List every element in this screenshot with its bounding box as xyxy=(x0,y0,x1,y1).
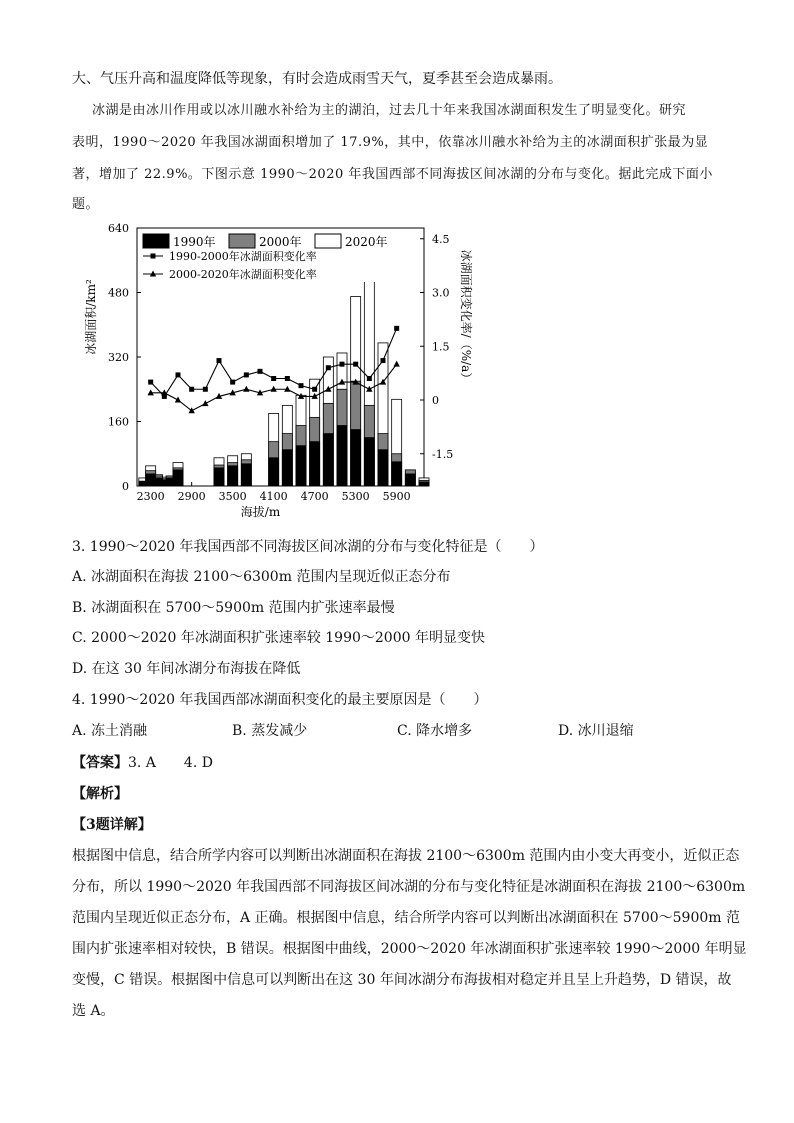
x-tick-label: 5300 xyxy=(341,490,370,503)
bar-1990 xyxy=(228,466,238,486)
bar-1990 xyxy=(241,464,251,486)
marker-square xyxy=(244,372,249,377)
bar-1990 xyxy=(419,482,429,486)
bar-1990 xyxy=(364,438,374,486)
q4-option-c: C. 降水增多 xyxy=(397,723,473,739)
y-tick-label: 640 xyxy=(108,222,129,235)
x-tick-label: 3500 xyxy=(218,490,247,503)
x-tick-label: 4700 xyxy=(300,490,329,503)
detail-title: 【3题详解】 xyxy=(72,817,152,833)
marker-square xyxy=(176,372,181,377)
y-tick-label: 320 xyxy=(108,351,129,364)
answer-label: 【答案】 xyxy=(72,755,128,771)
legend-swatch-1990 xyxy=(143,234,169,248)
marker-triangle xyxy=(202,400,208,406)
marker-square xyxy=(326,365,331,370)
q4-options xyxy=(72,716,722,746)
bar-1990 xyxy=(173,470,183,486)
y2-axis-title: 冰湖面积变化率/（%/a） xyxy=(459,249,473,385)
glacier-lake-chart xyxy=(72,220,492,525)
y2-tick-label: 3.0 xyxy=(432,286,450,300)
x-tick-label: 2300 xyxy=(136,490,165,503)
bar-1990 xyxy=(296,446,306,486)
marker-square xyxy=(381,358,386,363)
marker-triangle xyxy=(175,397,181,403)
bar-1990 xyxy=(392,462,402,486)
q3-option-c: C. 2000～2020 年冰湖面积扩张速率较 1990～2000 年明显变快 xyxy=(72,630,485,646)
y2-tick-label: 4.5 xyxy=(432,232,450,246)
x-tick-label: 2900 xyxy=(177,490,206,503)
bar-1990 xyxy=(214,468,224,486)
text-line-1: 大、气压升高和温度降低等现象，有时会造成雨雪天气，夏季甚至会造成暴雨。 xyxy=(72,71,562,87)
marker-square xyxy=(230,380,235,385)
marker-square xyxy=(312,387,317,392)
analysis-label: 【解析】 xyxy=(72,786,128,802)
legend-label-1990: 1990年 xyxy=(173,235,216,249)
y-axis-title: 冰湖面积/km² xyxy=(84,279,98,355)
q3-option-d: D. 在这 30 年间冰湖分布海拔在降低 xyxy=(72,661,301,677)
marker-square xyxy=(189,387,194,392)
marker-square xyxy=(353,362,358,367)
marker-square xyxy=(340,362,345,367)
detail-line-2: 分布，所以 1990～2020 年我国西部不同海拔区间冰湖的分布与变化特征是冰湖面积在海拔 2100～6300m xyxy=(72,879,746,895)
q4-option-b: B. 蒸发减少 xyxy=(232,723,308,739)
marker-square xyxy=(394,326,399,331)
detail-line-1: 根据图中信息，结合所学内容可以判断出冰湖面积在海拔 2100～6300m 范围内由小变大再变小，近似正态 xyxy=(72,848,740,864)
q3-option-b: B. 冰湖面积在 5700～5900m 范围内扩张速率最慢 xyxy=(72,600,395,616)
y-tick-label: 160 xyxy=(108,415,129,429)
x-tick-label: 4100 xyxy=(259,490,288,503)
q3-option-a: A. 冰湖面积在海拔 2100～6300m 范围内呈现近似正态分布 xyxy=(72,569,451,585)
bar-1990 xyxy=(310,442,320,486)
marker-square xyxy=(203,387,208,392)
answer-line xyxy=(72,748,722,778)
intro-line-3: 著，增加了 22.9%。下图示意 1990～2020 年我国西部不同海拔区间冰湖的分布与变化。据此完成下面小 xyxy=(72,167,713,182)
legend-label-2000: 2000年 xyxy=(259,235,302,249)
legend-label-2020: 2020年 xyxy=(345,235,388,249)
intro-line-4: 题。 xyxy=(72,197,100,212)
x-tick-label: 5900 xyxy=(382,490,411,503)
bar-1990 xyxy=(378,450,388,486)
marker-square xyxy=(299,383,304,388)
q3-stem: 3. 1990～2020 年我国西部不同海拔区间冰湖的分布与变化特征是（ ） xyxy=(72,539,544,555)
legend-label-line-2: 2000-2020年冰湖面积变化率 xyxy=(169,268,317,281)
y2-tick-label: 1.5 xyxy=(432,340,450,354)
marker-square xyxy=(271,376,276,381)
legend-label-line-1: 1990-2000年冰湖面积变化率 xyxy=(169,250,317,263)
bar-1990 xyxy=(269,458,279,486)
marker-triangle xyxy=(243,386,249,392)
marker-triangle xyxy=(188,407,194,413)
q4-option-d: D. 冰川退缩 xyxy=(558,723,634,739)
bar-1990 xyxy=(337,426,347,486)
bar-1990 xyxy=(405,474,415,486)
bar-1990 xyxy=(323,434,333,486)
bar-1990 xyxy=(282,450,292,486)
marker-square xyxy=(367,376,372,381)
q4-stem: 4. 1990～2020 年我国西部冰湖面积变化的最主要原因是（ ） xyxy=(72,692,488,708)
intro-line-1: 冰湖是由冰川作用或以冰川融水补给为主的湖泊，过去几十年来我国冰湖面积发生了明显变化。研究 xyxy=(92,103,687,118)
x-axis-title: 海拔/m xyxy=(240,505,281,519)
detail-line-3: 范围内呈现近似正态分布，A 正确。根据图中信息，结合所学内容可以判断出冰湖面积在 5700～5900m 范 xyxy=(72,910,740,926)
detail-line-5: 变慢，C 错误。根据图中信息可以判断出在这 30 年间冰湖分布海拔相对稳定并且呈上升趋势，D 错误，故 xyxy=(72,972,732,988)
marker-triangle xyxy=(393,361,399,367)
detail-line-6: 选 A。 xyxy=(72,1003,115,1019)
marker-square xyxy=(217,358,222,363)
y-tick-label: 0 xyxy=(122,480,129,493)
y2-tick-label: 0 xyxy=(432,394,439,407)
answer-text: 3. A 4. D xyxy=(128,755,213,771)
intro-line-2: 表明，1990～2020 年我国冰湖面积增加了 17.9%，其中，依靠冰川融水补给为主的冰湖面积扩张最为显 xyxy=(72,135,709,150)
legend-swatch-2000 xyxy=(229,234,255,248)
bar-1990 xyxy=(351,430,361,486)
marker-square xyxy=(148,380,153,385)
legend-swatch-2020 xyxy=(315,234,341,248)
marker-square xyxy=(285,376,290,381)
q4-option-a: A. 冻土消融 xyxy=(72,723,148,739)
y2-tick-label: -1.5 xyxy=(432,447,454,461)
marker-square xyxy=(258,369,263,374)
detail-line-4: 围内扩张速率相对较快，B 错误。根据图中曲线，2000～2020 年冰湖面积扩张速率较 1990～2000 年明显 xyxy=(72,941,747,957)
y-tick-label: 480 xyxy=(108,286,129,300)
legend-marker-square xyxy=(151,254,156,259)
